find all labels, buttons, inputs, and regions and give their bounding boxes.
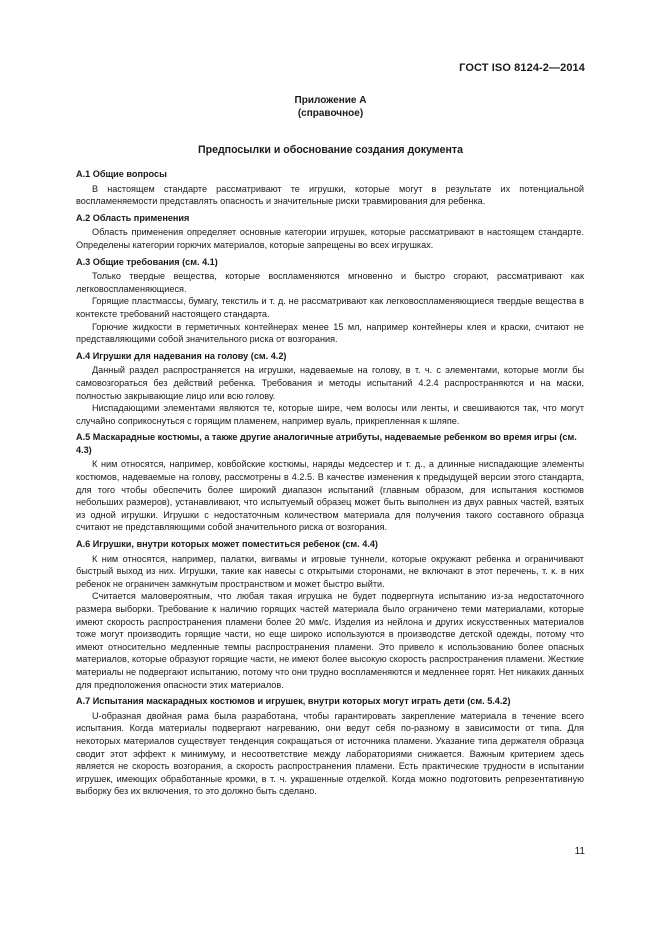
document-title: Предпосылки и обоснование создания документа (197, 144, 464, 156)
section-paragraph: Горящие пластмассы, бумагу, текстиль и т. д. не рассматривают как легковоспламеняющиеся твердые вещества в контексте требований настоящего стандарта. (76, 296, 584, 319)
section-heading: А.2 Область применения (76, 212, 190, 223)
section-heading: А.3 Общие требования (см. 4.1) (76, 256, 218, 267)
document-body (76, 168, 584, 798)
section-paragraph: Область применения определяет основные категории игрушек, которые рассматривают в настоящем стандарте. Определены категории горючих материалов, которые запрещены во всех игрушках. (76, 227, 584, 250)
section-paragraph: Данный раздел распространяется на игрушки, надеваемые на голову, в т. ч. с элементами, которые могли бы самовозгораться без действий ребенка. Требования и методы испытаний 4.2.4 распространяются и на маски, полностью закрывающие лицо или всю голову. (76, 365, 584, 401)
section-paragraph: U-образная двойная рама была разработана, чтобы гарантировать закрепление материала в течение всего испытания. Когда материалы подвергают нагреванию, они ведут себя по-разному в зависимости от типа. Для некоторых материалов существует тенденция сокращаться от источника пламени. Указание типа держателя образца сводит этот эффект к минимуму, и несоответствие между лабораториями снижается. Важным критерием здесь является не скорость возгорания, а скорость распространения пламени. Есть практические трудности в испытании игрушек, имеющих обработанные кромки, в т. ч. украшенные отделкой. Когда можно подготовить репрезентативную выборку без их включения, то это должно быть сделано. (76, 710, 584, 797)
section-paragraph: К ним относятся, например, палатки, вигвамы и игровые туннели, которые окружают ребенка и ограничивают быстрый выход из них. Игрушки, такие как навесы с открытыми сторонами, не включают в этот перечень, т. к. в них ребенок не ограничен замкнутым пространством и может быстро выйти. (76, 553, 584, 589)
section-heading: А.1 Общие вопросы (76, 169, 167, 179)
section-heading: А.6 Игрушки, внутри которых может поместиться ребенок (см. 4.4) (76, 539, 378, 550)
section-paragraph: Горючие жидкости в герметичных контейнерах менее 15 мл, например контейнеры клея и краски, считают не представляющими собой значительного риска от возгорания. (76, 321, 584, 345)
standard-code: ГОСТ ISO 8124-2—2014 (459, 62, 585, 74)
section-paragraph: В настоящем стандарте рассматривают те игрушки, которые могут в результате их потенциальной воспламеняемости представлять опасность и значительные риски травмирования для ребенка. (76, 183, 584, 207)
annex-title: Приложение А (294, 95, 367, 106)
section-paragraph: Ниспадающими элементами являются те, которые шире, чем волосы или ленты, и свешиваются так, что могут случайно соприкоснуться с горящим пламенем, например вуаль, прикрепленная к шляпе. (76, 403, 584, 426)
section-heading: А.5 Маскарадные костюмы, а также другие аналогичные атрибуты, надеваемые ребенком во время игры (см. 4.3) (76, 432, 577, 455)
page-number: 11 (574, 846, 585, 857)
section-paragraph: Только твердые вещества, которые воспламеняются мгновенно и быстро сгорают, рассматривают как легковоспламеняющиеся. (76, 271, 584, 294)
section-paragraph: Считается маловероятным, что любая такая игрушка не будет подвергнута испытанию из-за недостаточного размера выборки. Требование к наличию горящих частей материала было ограничено теми материалами, которые имеют скорость распространения пламени более 20 мм/с. Изделия из нейлона и других искусственных материалов тоже могут производить горящие части, но еще широко используются в производстве детской одежды, потому что имеют относительно медленные темпы распространения пламени. Это привело к использованию более опасных материалов, которые образуют горящие части, не имеют более высокую скорость распространения пламени. Жесткие материалы не подвергают испытанию, потому что они трудно воспламеняются и медленнее горят. Нет никаких данных для предположения опасности этих материалов. (76, 591, 584, 690)
section-heading: А.7 Испытания маскарадных костюмов и игрушек, внутри которых могут играть дети (см. 5.4.2) (76, 696, 511, 707)
section-paragraph: К ним относятся, например, ковбойские костюмы, наряды медсестер и т. д., а длинные ниспадающие элементы костюмов, надеваемые на голову, рассмотрены в 4.2.5. В качестве изменения к предыдущей версии этого стандарта, для того чтобы обеспечить более широкий диапазон испытаний (главным образом, для испытания костюмов небольших размеров), устанавливают, что испытуемый образец может быть выполнен из двух равных частей, взятых из одной игрушки. Игрушки с недостаточным количеством материала для получения такого составного образца считают не представляющими собой значительного риска от возгорания. (76, 459, 584, 533)
section-heading: А.4 Игрушки для надевания на голову (см. 4.2) (76, 350, 287, 361)
annex-heading (0, 94, 661, 120)
annex-subtitle: (справочное) (297, 108, 364, 119)
